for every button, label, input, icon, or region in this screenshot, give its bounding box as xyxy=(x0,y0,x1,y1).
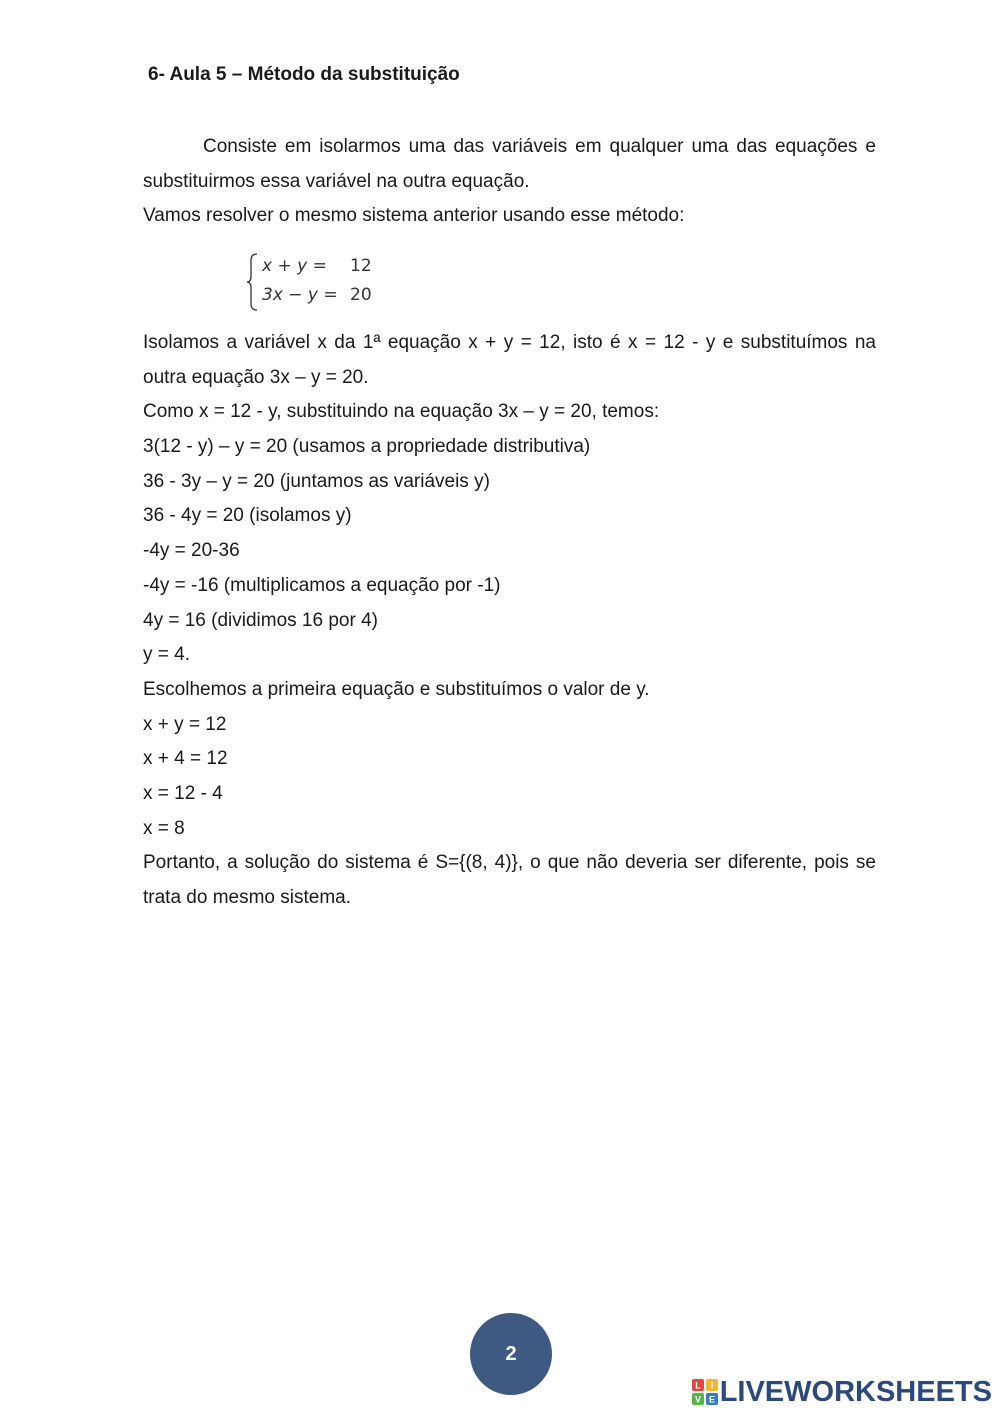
step-line: Como x = 12 - y, substituindo na equação 3x – y = 20, temos: xyxy=(143,401,660,423)
step-line: x = 8 xyxy=(143,817,185,839)
solution-steps xyxy=(143,326,876,916)
svg-text:L: L xyxy=(694,1380,701,1391)
svg-text:I: I xyxy=(710,1380,713,1391)
step-line: y = 4. xyxy=(143,644,190,666)
step-line: x = 12 - 4 xyxy=(143,782,223,804)
section-title: 6- Aula 5 – Método da substituição xyxy=(148,64,460,85)
conclusion-line: Portanto, a solução do sistema é S={(8, 4)}, o que não deveria ser diferente, pois se trata do mesmo sistema. xyxy=(143,852,876,909)
step-line: Isolamos a variável x da 1ª equação x + y = 12, isto é x = 12 - y e substituímos na outra equação 3x – y = 20. xyxy=(143,332,876,388)
page-number: 2 xyxy=(505,1342,517,1365)
step-line: 3(12 - y) – y = 20 (usamos a propriedade distributiva) xyxy=(143,436,591,458)
step-line: 36 - 4y = 20 (isolamos y) xyxy=(143,505,352,527)
svg-text:V: V xyxy=(694,1394,701,1405)
liveworksheets-mark-icon xyxy=(692,1379,718,1405)
equation-1-left: x + y = xyxy=(262,256,327,276)
left-brace-icon xyxy=(245,252,259,312)
equation-2-right: 20 xyxy=(350,285,372,305)
equation-system xyxy=(245,252,395,312)
intro-paragraph: Consiste em isolarmos uma das variáveis em qualquer uma das equações e substituirmos essa variável na outra equação. xyxy=(143,136,876,192)
svg-text:E: E xyxy=(708,1394,715,1405)
liveworksheets-logo[interactable] xyxy=(692,1372,992,1412)
step-line: -4y = 20-36 xyxy=(143,540,240,562)
step-line: x + 4 = 12 xyxy=(143,748,228,770)
page-number-badge xyxy=(470,1313,552,1395)
intro-method-line: Vamos resolver o mesmo sistema anterior usando esse método: xyxy=(143,205,685,226)
equation-1-right: 12 xyxy=(350,256,372,276)
step-line: 4y = 16 (dividimos 16 por 4) xyxy=(143,609,378,631)
equation-2-left: 3x − y = xyxy=(262,285,338,305)
step-line: -4y = -16 (multiplicamos a equação por -1) xyxy=(143,574,501,596)
logo-text: LIVEWORKSHEETS xyxy=(719,1375,992,1408)
step-line: x + y = 12 xyxy=(143,713,227,735)
step-line: 36 - 3y – y = 20 (juntamos as variáveis y) xyxy=(143,470,490,492)
step-line: Escolhemos a primeira equação e substituímos o valor de y. xyxy=(143,678,650,700)
